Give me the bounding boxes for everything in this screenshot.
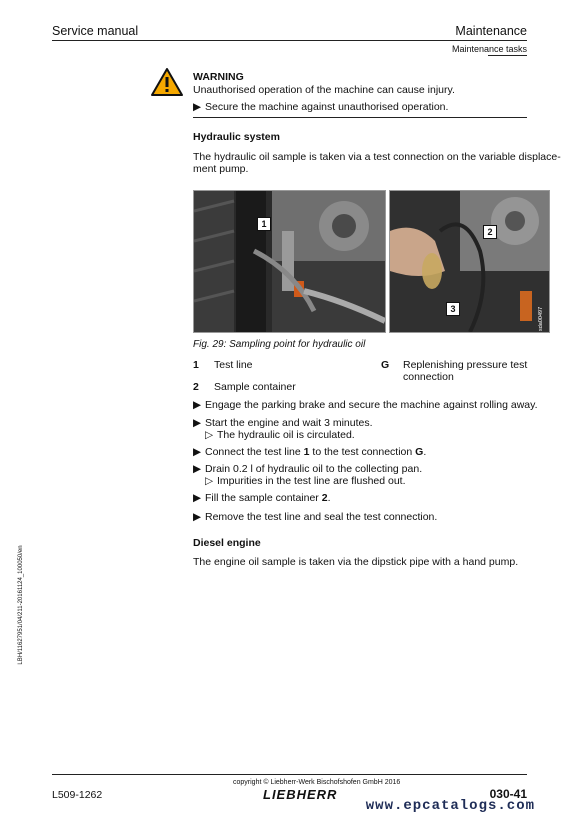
warning-icon [150, 67, 184, 97]
footer-page-number: 030-41 [489, 787, 527, 801]
side-document-code: LBH/11627951/04/211-20161124_100050/en [18, 545, 24, 665]
watermark-url: www.epcatalogs.com [365, 798, 535, 814]
hydraulic-intro-line2: ment pump. [193, 163, 249, 175]
warning-text: Unauthorised operation of the machine can cause injury. [193, 84, 455, 96]
step-5: ▶ Fill the sample container 2. [193, 492, 331, 504]
subsection-rule [488, 55, 527, 56]
result-arrow-icon: ▷ [205, 475, 214, 487]
legend-key-1: 1 [193, 359, 199, 371]
header-rule [52, 40, 527, 41]
step-arrow-icon: ▶ [193, 101, 202, 113]
step-1: ▶ Engage the parking brake and secure the machine against rolling away. [193, 399, 538, 411]
footer-copyright: copyright © Liebherr-Werk Bischofshofen GmbH 2016 [233, 779, 401, 786]
callout-1: 1 [257, 217, 271, 231]
legend-key-g: G [381, 359, 390, 371]
footer-model: L509-1262 [52, 789, 103, 801]
legend-label-g-line1: Replenishing pressure test [403, 359, 528, 371]
section-heading-diesel: Diesel engine [193, 537, 261, 549]
step-4: ▶ Drain 0.2 l of hydraulic oil to the collecting pan. [193, 463, 423, 475]
section-heading-hydraulic: Hydraulic system [193, 131, 280, 143]
step-arrow-icon: ▶ [193, 463, 202, 475]
photo-code: sda00497 [538, 306, 544, 331]
header-section: Maintenance [455, 24, 527, 38]
step-arrow-icon: ▶ [193, 511, 202, 523]
step-arrow-icon: ▶ [193, 417, 202, 429]
figure-caption: Fig. 29: Sampling point for hydraulic oil [193, 339, 366, 350]
callout-3: 3 [446, 302, 460, 316]
legend-label-g-line2: connection [403, 371, 454, 383]
callout-2: 2 [483, 225, 497, 239]
warning-rule [193, 117, 527, 118]
step-arrow-icon: ▶ [193, 446, 202, 458]
legend-label-1: Test line [214, 359, 253, 371]
brand-logo: LIEBHERR [263, 787, 338, 802]
legend-key-2: 2 [193, 381, 199, 393]
header-doc-title: Service manual [52, 24, 139, 38]
warning-title: WARNING [193, 71, 244, 83]
step-4-result: ▷ Impurities in the test line are flushed out. [205, 475, 406, 487]
step-6: ▶ Remove the test line and seal the test connection. [193, 511, 438, 523]
footer-rule [52, 774, 527, 775]
step-arrow-icon: ▶ [193, 492, 202, 504]
step-3: ▶ Connect the test line 1 to the test connection G. [193, 446, 427, 458]
hydraulic-intro-line1: The hydraulic oil sample is taken via a test connection on the variable displace- [193, 151, 561, 163]
step-arrow-icon: ▶ [193, 399, 202, 411]
warning-step: ▶ Secure the machine against unauthorised operation. [193, 101, 449, 113]
photo-test-line [193, 190, 386, 333]
step-2-result: ▷ The hydraulic oil is circulated. [205, 429, 355, 441]
photo-sample-container [389, 190, 550, 333]
result-arrow-icon: ▷ [205, 429, 214, 441]
diesel-text: The engine oil sample is taken via the dipstick pipe with a hand pump. [193, 556, 519, 568]
header-subsection: Maintenance tasks [451, 44, 527, 54]
step-2: ▶ Start the engine and wait 3 minutes. [193, 417, 373, 429]
legend-label-2: Sample container [214, 381, 296, 393]
